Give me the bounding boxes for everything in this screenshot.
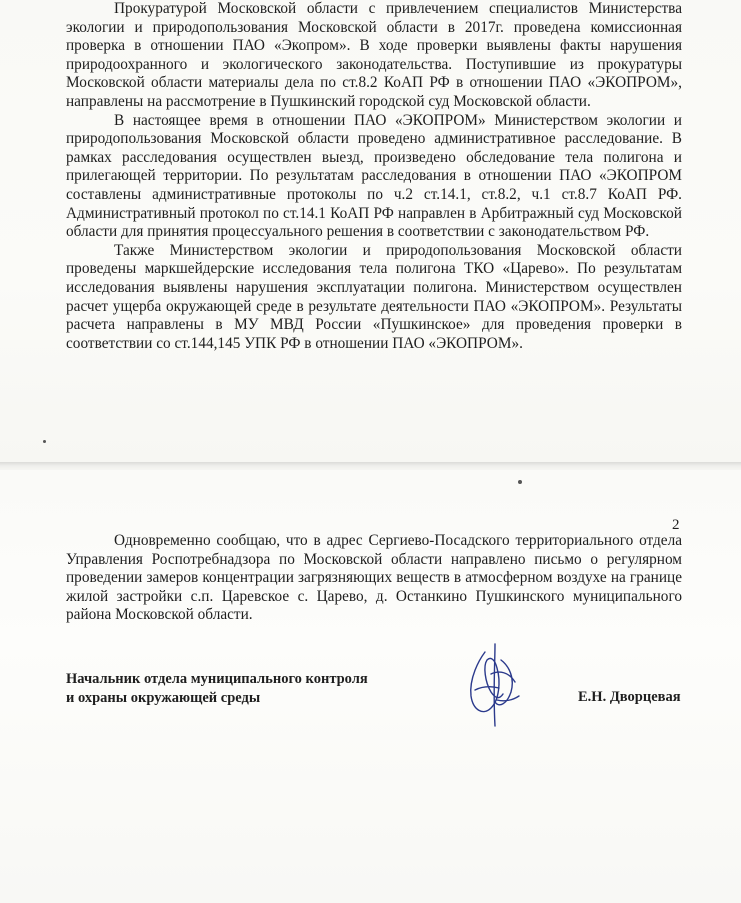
page-2-body <box>66 532 682 625</box>
page-1-body <box>66 0 682 353</box>
signatory-title-line-1: Начальник отдела муниципального контроля <box>66 671 368 687</box>
paragraph-survey-results: Также Министерством экологии и природопользования Московской области проведены маркшейдерские исследования тела полигона ТКО «Царево». По результатам исследования выявлены нарушения эксплуатации полигона. Министерством осуществлен расчет ущерба окружающей среде в результате деятельности ПАО «ЭКОПРОМ». Результаты расчета направлены в МУ МВД России «Пушкинское» для проведения проверки в соответствии со ст.144,145 УПК РФ в отношении ПАО «ЭКОПРОМ». <box>66 241 682 352</box>
paragraph-prosecutor-inspection: Прокуратурой Московской области с привлечением специалистов Министерства экологии и природопользования Московской области в 2017г. проведена комиссионная проверка в отношении ПАО «Экопром». В ходе проверки выявлены факты нарушения природоохранного и экологического законодательства. Поступившие из прокуратуры Московской области материалы дела по ст.8.2 КоАП РФ в отношении ПАО «ЭКОПРОМ», направлены на рассмотрение в Пушкинский городской суд Московской области. <box>66 0 682 110</box>
handwritten-signature <box>455 630 535 730</box>
paragraph-administrative-investigation: В настоящее время в отношении ПАО «ЭКОПРОМ» Министерством экологии и природопользования Московской области проведено административное расследование. В рамках расследования осуществлен выезд, произведено обследование тела полигона и прилегающей территории. По результатам расследования в отношении ПАО «ЭКОПРОМ составлены административные протоколы по ч.2 ст.14.1, ст.8.2, ч.1 ст.8.7 КоАП РФ. Административный протокол по ст.14.1 КоАП РФ направлен в Арбитражный суд Московской области для принятия процессуального решения в соответствии с законодательством РФ. <box>66 111 682 241</box>
scan-speck <box>43 440 46 443</box>
signatory-title-line-2: и охраны окружающей среды <box>66 690 261 706</box>
page-number: 2 <box>672 517 680 533</box>
signatory-title <box>66 670 368 708</box>
scan-speck <box>518 480 522 484</box>
paragraph-rospotrebnadzor-letter: Одновременно сообщаю, что в адрес Сергиево-Посадского территориального отдела Управления Роспотребнадзора по Московской области направлено письмо о регулярном проведении замеров концентрации загрязняющих веществ в атмосферном воздухе на границе жилой застройки с.п. Царевское с. Царево, д. Останкино Пушкинского муниципального района Московской области. <box>66 532 682 624</box>
page-separator <box>0 462 741 470</box>
signatory-name: Е.Н. Дворцевая <box>578 689 681 705</box>
